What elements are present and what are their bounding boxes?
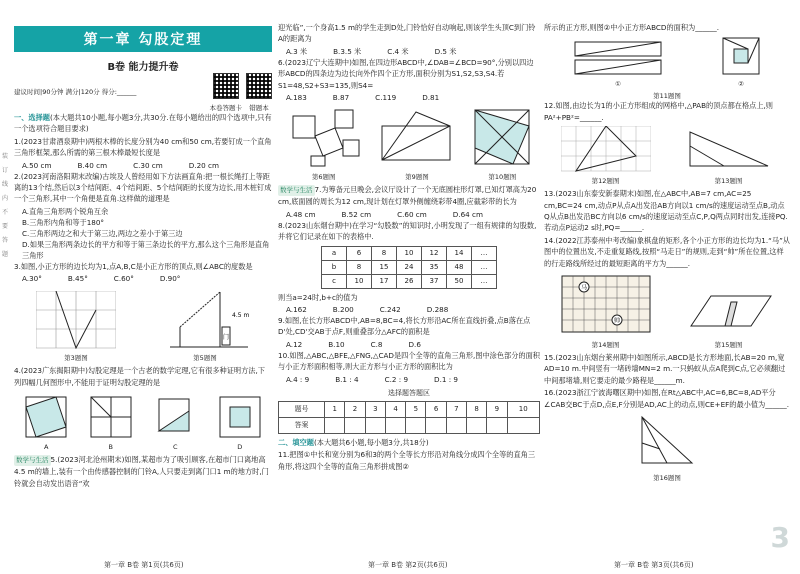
- option: B.三角形内角和等于180°: [22, 217, 105, 227]
- chapter-title: 第一章 勾股定理: [14, 26, 272, 52]
- answer-cell[interactable]: [406, 417, 426, 433]
- qr-code-icon[interactable]: [246, 73, 272, 99]
- grid-figure-3: [36, 291, 116, 349]
- table-row: 题号 1 2 3 4 5 6 7 8 9 10: [279, 401, 540, 417]
- figures-12-13: [544, 126, 790, 185]
- option: A.183: [286, 93, 307, 103]
- question-13: 13.(2023山东泰安新泰期末)如图,在△ABC中,AB=7 cm,AC=25 cm,BC=24 cm,动点P从点A出发沿AB方向以1 cm/s的速度运动至点B,动点Q从点B出发沿BC方向以6 cm/s的速度运动至点C,P,Q两点同时出发,连接PQ.若动点P运动2 s时,PQ=______.: [544, 189, 788, 233]
- figures-3-5: [14, 287, 272, 362]
- figures-q4: [14, 391, 272, 451]
- answer-cell[interactable]: [446, 417, 466, 433]
- option: B.3.5 米: [333, 46, 362, 56]
- pythagorean-triples-table: [321, 246, 497, 289]
- proof-figure-c: [149, 391, 201, 439]
- chess-piece-horse: 马: [580, 284, 587, 292]
- qr-label: 错题本: [249, 104, 269, 112]
- height-label: 4.5 m: [232, 312, 250, 320]
- doorbell-figure-5: [160, 287, 250, 349]
- answer-cell[interactable]: [385, 417, 405, 433]
- options-q6: [278, 92, 540, 103]
- exam-meta: 建议时间|90分钟 满分|120分 得分:______: [14, 87, 137, 96]
- figures-6-9-10: [278, 106, 540, 181]
- triangles-figure-10: [471, 106, 533, 168]
- triangle-figure-13: [684, 126, 774, 172]
- table-row: b 8 15 24 35 48 …: [322, 260, 497, 274]
- answer-cell[interactable]: [507, 417, 539, 433]
- figure-16: [544, 413, 790, 482]
- answer-cell[interactable]: [325, 417, 345, 433]
- answer-cell[interactable]: [426, 417, 446, 433]
- page-footer: 第一章 B卷 第3页(共6页): [614, 561, 694, 569]
- question-11: 11.把图①中长和宽分别为6和3的两个全等长方形沿对角线分成四个全等的直角三角形,将这四个全等的直角三角形拼成图②: [278, 450, 536, 471]
- figure-caption: 第14题图: [591, 341, 620, 350]
- question-15: 15.(2023山东烟台莱州期中)如图所示,ABCD是长方形地面,长AB=20 m,宽AD=10 m.中间竖有一堵砖墙MN=2 m.一只蚂蚁从点A爬到C点,它必须翻过中间那堵墙,则它要走的最少路程是______m.: [544, 353, 786, 385]
- options-q8: [278, 304, 540, 315]
- page-footer: 第一章 B卷 第1页(共6页): [104, 561, 184, 569]
- figure-caption: 第9题图: [405, 173, 429, 182]
- square-figure-11b: [721, 36, 761, 76]
- section-heading: 一、选择题: [14, 113, 50, 122]
- option: C.242: [379, 305, 401, 315]
- option: C.119: [375, 93, 397, 103]
- option: D.1 : 9: [434, 374, 458, 384]
- question-14: 14.(2022江苏泰州中考改编)象棋盘的矩形,各个小正方形的边长均为1.“马”从图中的位置出发,不走重复路线,按照“马走日”的规则,走到“帅”所在位置,这样的行走路线所经过的最短距离的平方为______.: [544, 235, 790, 268]
- proof-figure-d: [214, 391, 266, 439]
- answer-cell[interactable]: [365, 417, 385, 433]
- table-row: 答案: [279, 417, 540, 433]
- question-5-continued: 迎光临”,一个身高1.5 m的学生走到D处,门铃恰好自动响起,则该学生头顶C到门铃A的距离为: [278, 23, 536, 44]
- option: D: [237, 443, 243, 452]
- figure-caption: 第11题图: [653, 92, 681, 101]
- question-5: 5.(2023河北沧州期末)如图,某超市为了吸引顾客,在超市门口离地高4.5 m的墙上,装有一个由传感器控制的门铃A,人只要走到离门口1 m的地方时,门铃就会自动发出语音“欢: [14, 455, 269, 488]
- squares-figure-6: [285, 106, 363, 168]
- section-heading: 二、填空题: [278, 437, 314, 447]
- door-label: 门: [222, 334, 230, 342]
- figure-caption: 第3题图: [64, 354, 88, 363]
- wall-figure-15: [681, 280, 777, 336]
- option: B.45°: [67, 274, 88, 284]
- option: D.64 cm: [452, 209, 483, 219]
- option: A.3 米: [286, 46, 308, 56]
- options-q10: [278, 374, 540, 385]
- triangle-figure-16: [632, 413, 702, 469]
- option: A.直角三角形两个锐角互余: [22, 206, 109, 216]
- option: A.50 cm: [22, 160, 52, 170]
- figure-caption: ①: [615, 80, 621, 89]
- option: D.如果三角形两条边长的平方和等于第三条边长的平方,那么这个三角形是直角三角形: [22, 239, 270, 260]
- figure-caption: 第6题图: [311, 173, 336, 182]
- section-desc: (本大题共10小题,每小题3分,共30分.在每小题给出的四个选项中,只有一个选项符合题目要求): [14, 113, 272, 134]
- question-16: 16.(2023浙江宁波海曙区期中)如图,在Rt△ABC中,AC=6,BC=8,AD平分∠CAB交BC于点D,点E,F分别是AD,AC上的动点,则CE+EF的最小值为______.: [544, 388, 790, 409]
- question-9: 9.如图,在长方形ABCD中,AB=8,BC=4,将长方形沿AC所在直线折叠,点B落在点D'处,CD'交AB于点F,则重叠部分△AFC的面积是: [278, 316, 531, 337]
- figures-14-15: [544, 272, 790, 349]
- option: D.6: [408, 339, 421, 349]
- question-6: 6.(2023辽宁大连期中)如图,在四边形ABCD中,∠DAB=∠BCD=90°,分别以四边形ABCD的四条边为边长向外作四个正方形,面积分别为S1,S2,S3,S4.若S1=48,S2+S3=135,则S4=: [278, 57, 534, 90]
- topic-tag: 数学与生活: [14, 455, 51, 466]
- option: C.8: [370, 339, 383, 349]
- chessboard-figure-14: [558, 272, 654, 336]
- figure-caption: 第5题图: [193, 354, 217, 363]
- option: B.10: [328, 339, 345, 349]
- question-10: 10.如图,△ABC,△BFE,△FNG,△CAD是四个全等的直角三角形,图中涂色部分的面积与小正方形面积相等,则大正方形与小正方形的面积比为: [278, 350, 540, 372]
- page-column-1: [14, 0, 272, 574]
- page-footer: 第一章 B卷 第2页(共6页): [368, 561, 448, 569]
- option: C: [172, 443, 178, 452]
- question-1: 1.(2023甘肃酒泉期中)两根木棒的长度分别为40 cm和50 cm,若要钉成一个直角三角形框架,那么所需的第三根木棒最短长度是: [14, 136, 272, 158]
- option: A.30°: [22, 274, 42, 284]
- answer-area-title: 选择题答题区: [388, 388, 430, 397]
- table-row: a 6 8 10 12 14 …: [322, 246, 497, 260]
- page-column-2: [278, 0, 540, 574]
- option: A.162: [286, 305, 307, 315]
- answer-cell[interactable]: [487, 417, 507, 433]
- option: A.48 cm: [286, 209, 316, 219]
- option: C.4 米: [387, 46, 409, 56]
- question-8: 8.(2023山东烟台期中)在学习“勾股数”的知识时,小明发现了一组有规律的勾股数,并将它们记录在如下的表格中.: [278, 220, 537, 242]
- page-column-3: [544, 0, 790, 574]
- fold-figure-9: [376, 106, 458, 168]
- figure-caption: 第10题图: [488, 173, 517, 182]
- option: C.30 cm: [133, 160, 163, 170]
- options-q3: [14, 273, 272, 284]
- question-3: 3.如图,小正方形的边长均为1,点A,B,C是小正方形的顶点,则∠ABC的度数是: [14, 261, 253, 271]
- option: B.40 cm: [77, 160, 108, 170]
- question-12: 12.如图,由边长为1的小正方形组成的网格中,△PAB的顶点都在格点上,则PA²+PB²=______.: [544, 101, 773, 122]
- option: D.20 cm: [188, 160, 219, 170]
- question-2: 2.(2023河南洛阳期末改编)古埃及人曾经用如下方法画直角:把一根长绳打上等距离的13个结,然后以3个结间距、4个结间距、5个结间距的长度为边长,用木桩钉成一个三角形,其中一个角便是直角.这样做的道理是: [14, 171, 272, 204]
- option: B.52 cm: [341, 209, 372, 219]
- chess-piece-general: 帅: [613, 317, 620, 325]
- question-4: 4.(2023广东揭阳期中)勾股定理是一个古老的数学定理,它有很多种证明方法,下列四幅几何图形中,不能用于证明勾股定理的是: [14, 366, 265, 387]
- option: D.81: [422, 93, 440, 103]
- answer-cell[interactable]: [345, 417, 365, 433]
- question-8-ask: 则当a=24时,b+c的值为: [278, 292, 358, 302]
- question-11-continued: 所示的正方形,则图②中小正方形ABCD的面积为______.: [544, 23, 720, 32]
- figure-caption: 第12题图: [591, 177, 620, 186]
- option: C.60°: [113, 274, 134, 284]
- option: B.200: [332, 305, 354, 315]
- option: B.87: [332, 93, 350, 103]
- option: D.5 米: [434, 46, 457, 56]
- answer-grid: [278, 401, 540, 434]
- rectangles-figure-11a: [573, 40, 663, 76]
- options-q9: [278, 339, 540, 350]
- figure-caption: 第16题图: [653, 474, 681, 483]
- options-q7: [278, 209, 540, 220]
- grid-figure-12: [561, 126, 651, 172]
- figure-caption: ②: [738, 80, 744, 89]
- binding-margin: 装 订 线 内 不 要 答 题: [2, 153, 9, 258]
- page-number-large: 3: [770, 521, 790, 554]
- section-desc: (本大题共6小题,每小题3分,共18分): [313, 437, 429, 447]
- option: A.4 : 9: [286, 374, 310, 384]
- proof-figure-a: [20, 391, 72, 439]
- answer-cell[interactable]: [467, 417, 487, 433]
- option: A: [44, 443, 49, 452]
- qr-label: 本卷答题卡: [209, 104, 242, 112]
- option: C.三角形两边之和大于第三边,两边之差小于第三边: [22, 228, 183, 238]
- topic-tag: 数学与生活: [278, 185, 315, 196]
- options-q5: [278, 46, 540, 57]
- option: D.90°: [159, 274, 181, 284]
- option: D.288: [426, 305, 449, 315]
- option: B: [108, 443, 113, 452]
- option: B.1 : 4: [335, 374, 359, 384]
- figure-11: [544, 36, 790, 88]
- qr-code-icon[interactable]: [213, 73, 239, 99]
- figure-caption: 第13题图: [714, 177, 743, 186]
- table-row: c 10 17 26 37 50 …: [322, 274, 497, 288]
- proof-figure-b: [85, 391, 137, 439]
- option: C.60 cm: [397, 209, 427, 219]
- options-q1: [14, 160, 272, 171]
- figure-caption: 第15题图: [714, 341, 743, 350]
- option: A.12: [286, 339, 303, 349]
- option: C.2 : 9: [384, 374, 409, 384]
- juan-title: B卷 能力提升卷: [107, 62, 179, 73]
- question-7: 7.为筹备元旦晚会,会议厅设计了一个无底圆柱形灯罩,已知灯罩高为20 cm,底面圆的周长为12 cm,现计划在灯罩外侧缠绕彩带4圈,应截彩带的长为: [278, 185, 537, 207]
